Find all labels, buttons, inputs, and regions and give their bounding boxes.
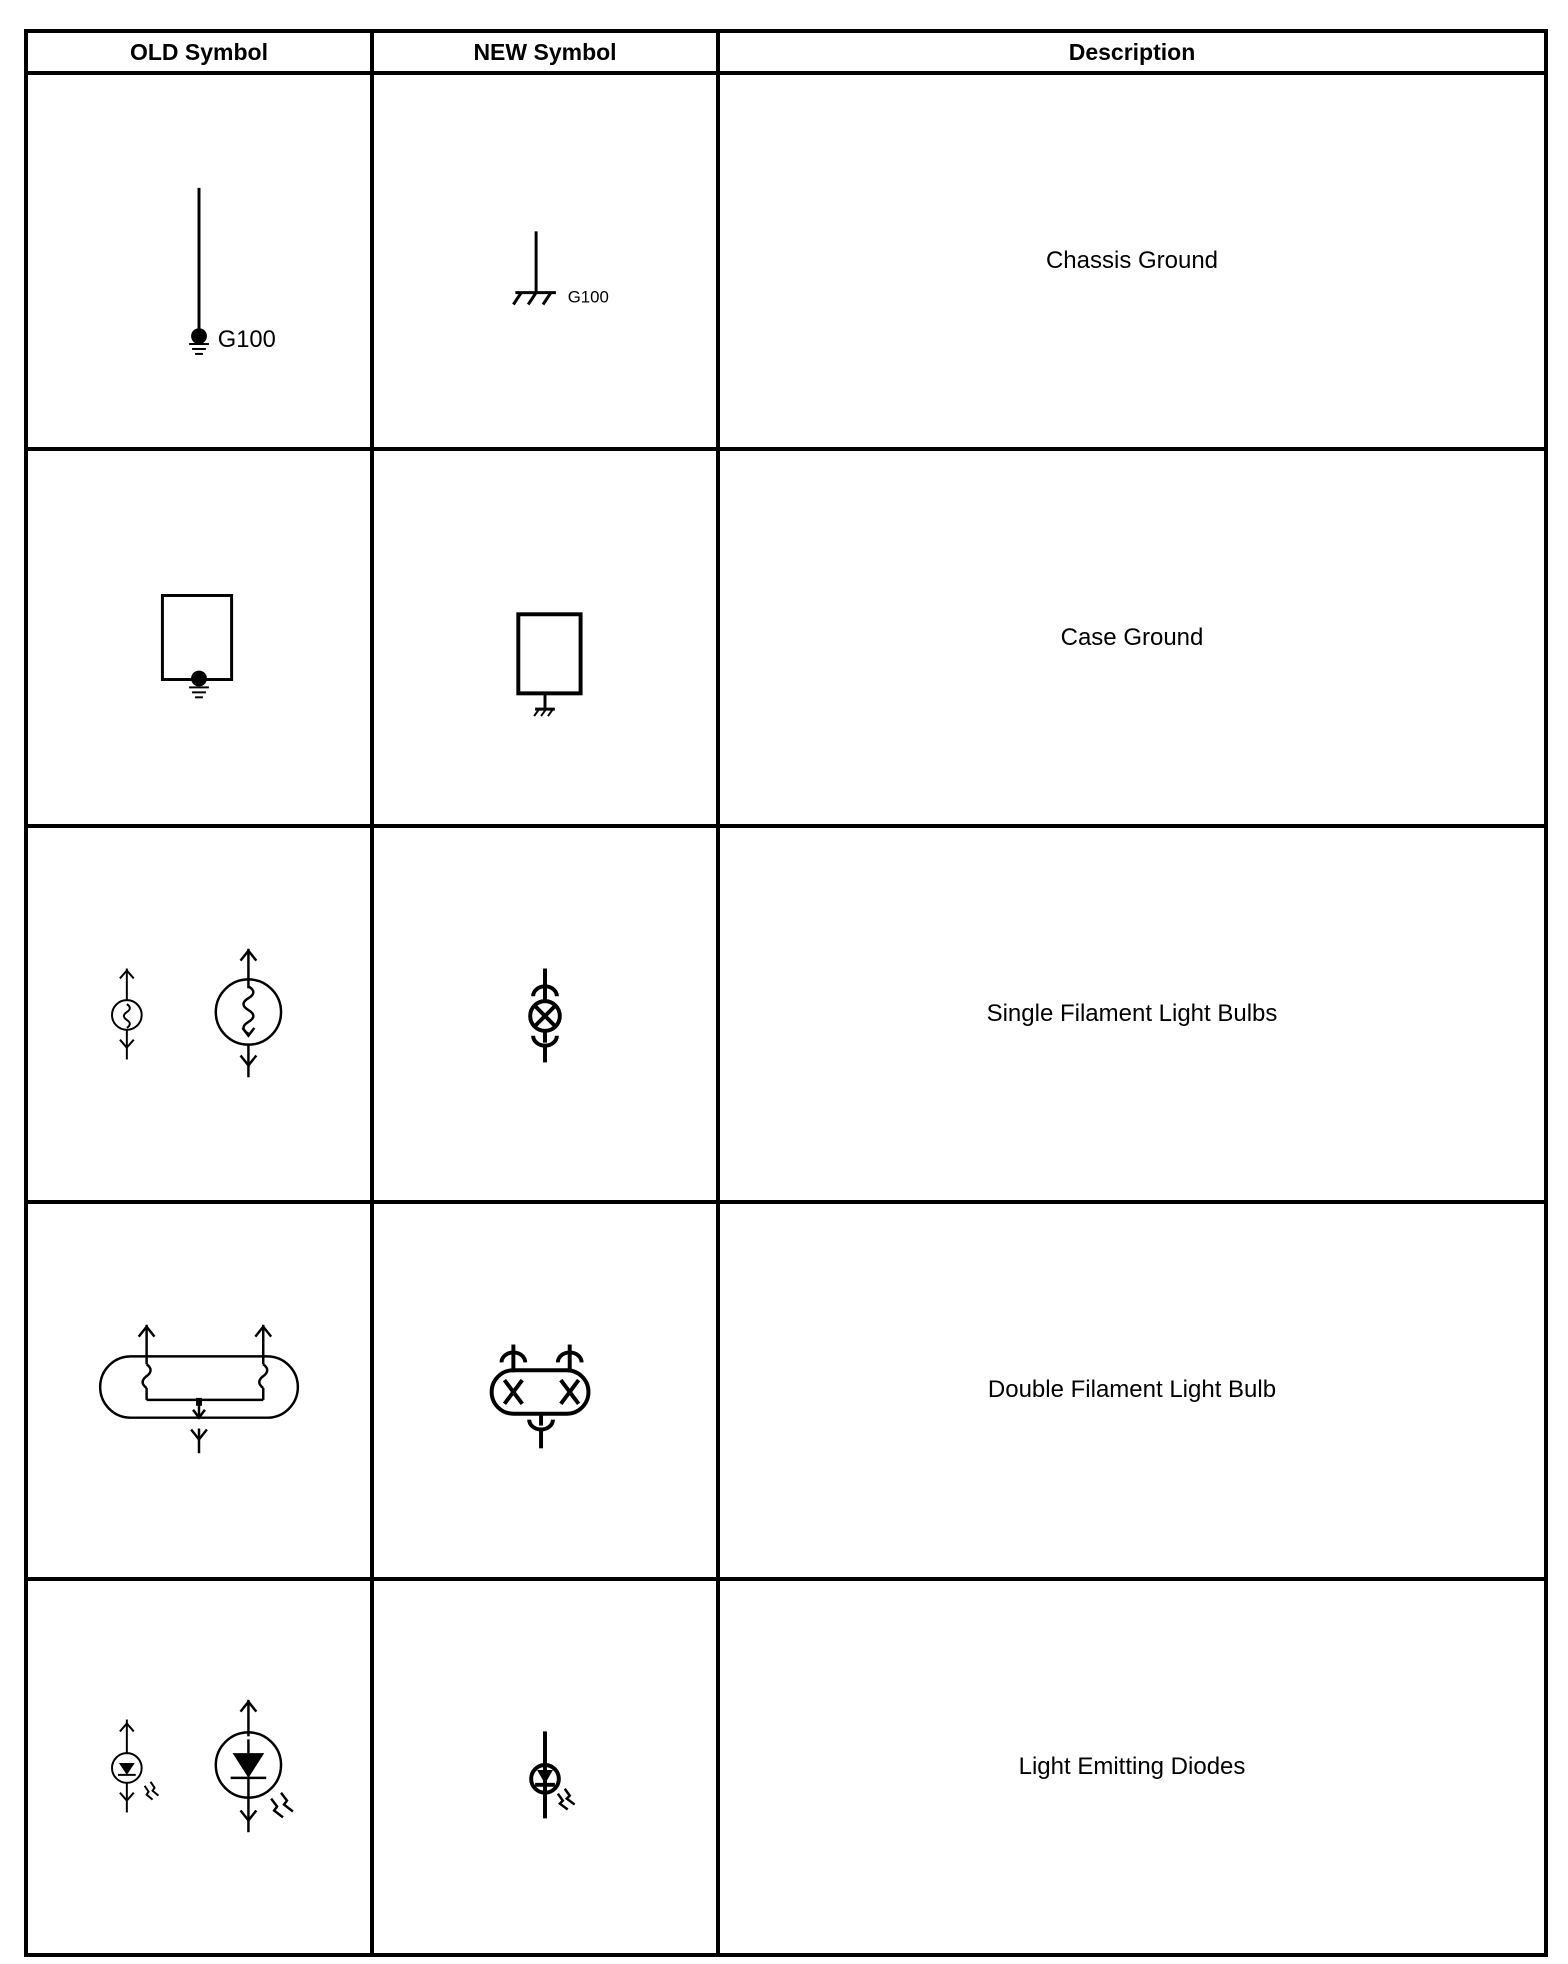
description-cell: Double Filament Light Bulb xyxy=(718,1202,1546,1578)
symbol-table xyxy=(24,29,1548,1957)
led-new-icon xyxy=(374,1581,716,1953)
new-symbol-cell xyxy=(372,1579,718,1955)
old-symbol-cell xyxy=(26,826,372,1202)
description-cell: Light Emitting Diodes xyxy=(718,1579,1546,1955)
led-old-icon xyxy=(28,1581,370,1953)
new-symbol-cell xyxy=(372,826,718,1202)
description-cell: Chassis Ground xyxy=(718,73,1546,449)
table-row xyxy=(26,73,1546,449)
header-old-symbol: OLD Symbol xyxy=(26,31,372,73)
double-filament-bulb-new-icon xyxy=(374,1204,716,1576)
table-row xyxy=(26,1579,1546,1955)
new-symbol-cell xyxy=(372,1202,718,1578)
single-filament-bulb-new-icon xyxy=(374,828,716,1200)
single-filament-bulbs-old-icon xyxy=(28,828,370,1200)
new-symbol-cell xyxy=(372,449,718,825)
header-row xyxy=(26,31,1546,73)
chassis-ground-old-icon xyxy=(28,75,370,447)
case-ground-old-icon xyxy=(28,452,370,824)
table-row xyxy=(26,1202,1546,1578)
description-cell: Case Ground xyxy=(718,449,1546,825)
double-filament-bulb-old-icon xyxy=(28,1204,370,1576)
description-cell: Single Filament Light Bulbs xyxy=(718,826,1546,1202)
header-description: Description xyxy=(718,31,1546,73)
table-row xyxy=(26,449,1546,825)
ground-label-new: G100 xyxy=(567,287,609,307)
old-symbol-cell xyxy=(26,449,372,825)
chassis-ground-new-icon xyxy=(374,75,716,447)
ground-label-old: G100 xyxy=(217,327,276,354)
case-ground-new-icon xyxy=(374,452,716,824)
old-symbol-cell xyxy=(26,1579,372,1955)
header-new-symbol: NEW Symbol xyxy=(372,31,718,73)
old-symbol-cell xyxy=(26,1202,372,1578)
old-symbol-cell xyxy=(26,73,372,449)
new-symbol-cell xyxy=(372,73,718,449)
table-row xyxy=(26,826,1546,1202)
